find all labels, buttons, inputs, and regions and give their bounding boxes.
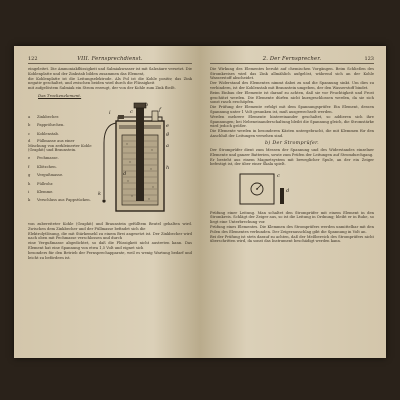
figure-label: i	[109, 109, 111, 116]
figure-legend	[28, 113, 92, 219]
legend-item: h Füllrohr.	[28, 181, 54, 186]
left-page-header	[28, 56, 192, 64]
right-paragraph: Beim Einbau der Elemente ist darauf zu achten, daß sie vor Feuchtigkeit und Frost geschützt werden. Die Elemente dürfen nicht kurzgeschlossen werden, da sie sich sonst rasch erschöpfen.	[210, 90, 374, 105]
section-heading: b) Der Stromprüfer.	[265, 140, 319, 146]
figure-label: f	[159, 106, 161, 113]
figure-label: c	[277, 172, 280, 179]
left-bottom-line: Elektrolytlösung, die mit Stärkemehl zu einem Brei angesetzt ist. Der Zinkbecher wird nach oben mit Pechmasse verschlossen und durch	[28, 231, 192, 241]
right-page-header	[210, 56, 374, 64]
legend-item: g Vergußmasse.	[28, 173, 64, 178]
left-page-number: 122	[28, 56, 38, 62]
closing-paragraph: Prüfung eines Elementes. Die Klemmen des Stromprüfers werden unmittelbar mit den Polen des Elementes verbunden. Der Zeigerausschlag gibt die Spannung in Volt an.	[210, 225, 374, 234]
left-bottom-line: eine Vergußmasse abgedichtet, so daß die Flüssigkeit nicht austreten kann. Das Element hat eine Spannung von etwa 1,5 Volt und eignet sich	[28, 241, 192, 250]
closing-paragraph: Prüfung einer Leitung. Man schaltet den Stromprüfer mit einem Element in den Stromkreis. Schlägt der Zeiger aus, so ist die Leitung in Ordnung; bleibt er in Ruhe, so liegt eine Unterbrechung vor.	[210, 210, 374, 224]
left-running-head: VIII. Fernsprechdienst.	[77, 56, 143, 62]
open-book	[14, 46, 386, 358]
legend-item: f Klötzchen.	[28, 164, 57, 169]
legend-item: c Kohlenstab.	[28, 131, 60, 136]
current-tester-diagram	[238, 168, 292, 208]
right-page	[200, 46, 386, 358]
figure-label: c	[130, 108, 133, 115]
dry-cell-diagram	[92, 99, 192, 219]
figure-label: d	[286, 187, 290, 194]
figure-label: k	[98, 190, 102, 197]
right-paragraph: Werden mehrere Elemente hintereinander geschaltet, so addieren sich ihre Spannungen; bei Nebeneinanderschaltung bleibt die Spannung gleich, die Stromstärke wird jedoch größer.	[210, 114, 374, 129]
figure-label: d	[123, 170, 127, 177]
right-page-number: 123	[364, 56, 374, 62]
right-paragraph: Die Prüfung der Elemente erfolgt mit dem Spannungsprüfer. Ein Element, dessen Spannung unter 1 Volt gesunken ist, muß ausgewechselt werden.	[210, 105, 374, 114]
figure-label: h	[166, 164, 170, 171]
right-paragraph: Der Widerstand des Elementes nimmt dabei zu und die Spannung sinkt. Um dies zu verhindern, ist der Kohlenstab mit Braunstein umgeben, der den Wasserstoff bindet.	[210, 81, 374, 90]
legend-item: k Verschluss aus Pappstücken.	[28, 198, 91, 203]
legend-item: e Pechmasse.	[28, 156, 59, 161]
left-bottom-line: von zubereiteter Kohle (Graphit) und Braunstein gefülltem Beutel gehalten wird. Zwischen dem Zinkbecher und der Füllmasse befindet sich die	[28, 221, 192, 231]
right-running-head: 2. Der Fernsprecher.	[262, 56, 322, 62]
figure-caption: Das Trockenelement.	[38, 92, 82, 98]
legend-item: a Zinkbecher.	[28, 114, 60, 119]
figure-label: b	[145, 101, 149, 108]
right-paragraph: Die Elemente werden in besonderen Kästen untergebracht, die mit Klemmen für den Anschluß der Leitungen versehen sind.	[210, 129, 374, 138]
figure-label: g	[166, 130, 170, 137]
figure-label: e	[166, 122, 169, 129]
closing-paragraph: Bei der Prüfung ist stets darauf zu achten, daß der Meßbereich des Stromprüfers nicht überschritten wird, da sonst das Instrument beschädigt werden kann.	[210, 234, 374, 244]
left-intro-line: die Kohlenplatte ist die Leitungselektrode. Als Pol ist die Kohle positiv, das Zink negativ geschaltet, und zwischen beiden wird durch die Flüssigkeit	[28, 76, 192, 86]
section-paragraph: Der Stromprüfer dient zum Messen der Spannung und des Widerstandes einzelner Elemente und ganzer Batterien, sowie zum Prüfen der Leitungen auf Stromdurchgang.	[210, 147, 374, 157]
right-paragraph: Die Wirkung des Elementes beruht auf chemischen Vorgängen. Beim Schließen des Stromkreises wird das Zink allmählich aufgelöst, während sich an der Kohle Wasserstoff abscheidet.	[210, 67, 374, 81]
left-bottom-line: besonders für den Betrieb der Fernsprechapparate, weil es wenig Wartung bedarf und leicht zu befördern ist.	[28, 251, 192, 260]
figure-label: a	[166, 142, 169, 149]
left-intro-line: mit aufgelöstem Salmiak ein Strom erzeugt, der von der Kohle zum Zink fließt.	[28, 86, 176, 91]
left-intro-line: eingeleitet. Die Ammoniakflüssigkeit und Salmiakwasser ist mit Salzsäure versetzt. Die Kohlenplatte und der Zinkstab bilden zusammen das Element,	[28, 67, 192, 76]
legend-item: d Füllmasse aus einer Mischung von zerkleinerter Kohle (Graphit) und Braunstein.	[28, 139, 92, 152]
legend-item: i Klemme.	[28, 190, 54, 195]
section-paragraph: Er besteht aus einem Magnetsystem mit beweglicher Spule, an der ein Zeiger befestigt ist, der über einer Skala spielt.	[210, 157, 374, 167]
figure-block	[28, 99, 192, 219]
left-page	[14, 46, 200, 358]
legend-item: b Pappröhrchen.	[28, 123, 65, 128]
